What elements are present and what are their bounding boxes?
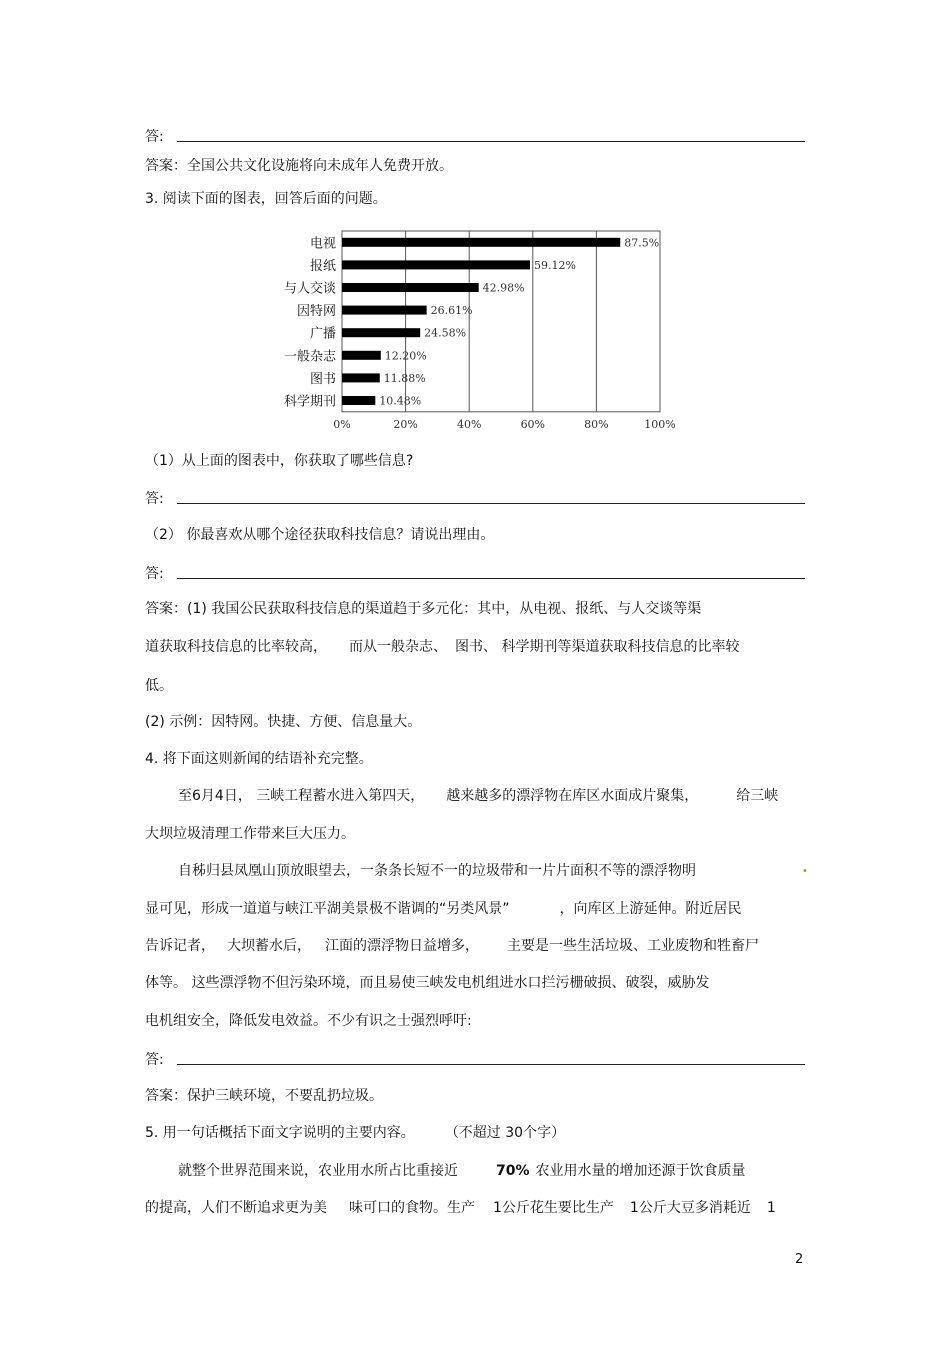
q4-para2-line3-part3: 江面的漂浮物日益增多，	[325, 938, 479, 954]
category-label: 与人交谈	[283, 281, 336, 297]
bar	[342, 260, 530, 269]
bar	[342, 396, 375, 405]
answer-3-line1: 答案：(1) 我国公民获取科技信息的渠道趋于多元化：其中，从电视、报纸、与人交谈等渠	[145, 601, 702, 617]
q4-para2-line3-part4: 主要是一些生活垃圾、工业废物和牲畜尸	[507, 938, 759, 954]
data-label: 10.48%	[379, 394, 422, 408]
question-3-sub2: （2） 你最喜欢从哪个途径获取科技信息？请说出理由。	[145, 527, 495, 543]
answer-row-q4	[145, 1049, 805, 1069]
answer-underline	[177, 1064, 805, 1065]
question-5-heading-text: 5. 用一句话概括下面文字说明的主要内容。	[145, 1125, 415, 1141]
data-label: 26.61%	[430, 304, 473, 318]
x-tick-label: 20%	[393, 417, 418, 431]
data-label: 59.12%	[534, 258, 576, 272]
data-label: 11.88%	[383, 371, 426, 385]
q4-para1-line2: 大坝垃圾清理工作带来巨大压力。	[145, 826, 355, 842]
x-tick-label: 60%	[520, 417, 546, 431]
answer-3-line3: 低。	[145, 678, 173, 694]
question-3-sub1: （1）从上面的图表中，你获取了哪些信息?	[145, 453, 414, 469]
q4-para1-line1	[178, 787, 778, 805]
q4-para2-line3-part1: 告诉记者，	[145, 938, 215, 954]
answer-3-line2-part2: 而从一般杂志、	[349, 639, 447, 655]
q4-para2-line2-part2: ，向库区上游延伸。附近居民	[559, 901, 742, 917]
q5-para-line2	[145, 1199, 776, 1217]
x-tick-label: 100%	[644, 417, 676, 431]
q5-para-line2-part5: 1	[766, 1200, 776, 1216]
q4-para2-line2-part1: 显可见，形成一道道与峡江平湖美景极不谐调的“另类风景”	[145, 901, 510, 917]
bar-chart	[270, 225, 690, 435]
answer-label: 答:	[145, 566, 164, 582]
answer-q2: 答案：全国公共文化设施将向未成年人免费开放。	[145, 158, 453, 174]
category-label: 科学期刊	[283, 394, 336, 410]
x-tick-label: 0%	[333, 417, 351, 431]
question-3-heading: 3. 阅读下面的图表，回答后面的问题。	[145, 191, 387, 207]
bar	[342, 328, 420, 337]
data-label: 42.98%	[482, 281, 525, 295]
answer-3-line2-part1: 道获取科技信息的比率较高，	[145, 639, 327, 655]
answer-q4: 答案：保护三峡环境，不要乱扔垃圾。	[145, 1088, 383, 1104]
answer-3-line4: (2) 示例：因特网。快捷、方便、信息量大。	[145, 714, 422, 730]
bar	[342, 306, 427, 315]
answer-label: 答:	[145, 1052, 164, 1068]
answer-row-3-1	[145, 488, 805, 508]
answer-underline	[177, 578, 805, 579]
q4-para2-line3	[145, 937, 759, 955]
x-tick-label: 40%	[456, 417, 482, 431]
answer-underline	[177, 141, 805, 142]
q5-para-line1	[178, 1162, 746, 1180]
question-5-limit: （不超过 30个字）	[444, 1125, 566, 1141]
answer-label: 答:	[145, 129, 164, 145]
answer-underline	[177, 503, 805, 504]
data-label: 24.58%	[424, 326, 467, 340]
q5-para-line2-part4: 1公斤大豆多消耗近	[629, 1200, 751, 1216]
category-label: 电视	[309, 236, 336, 252]
bar	[342, 283, 479, 292]
q4-para2-line3-part2: 大坝蓄水后，	[227, 938, 311, 954]
category-label: 广播	[309, 326, 336, 342]
category-label: 一般杂志	[283, 349, 336, 365]
category-label: 图书	[309, 371, 336, 387]
answer-row-3-2	[145, 563, 805, 583]
q4-para1-part1: 至6月4日， 三峡工程蓄水进入第四天，	[178, 788, 425, 804]
q5-para-line2-part2: 味可口的食物。生产	[349, 1200, 475, 1216]
question-4-heading: 4. 将下面这则新闻的结语补充完整。	[145, 751, 373, 767]
q4-para2-line1: 自秭归县凤凰山顶放眼望去，一条条长短不一的垃圾带和一片片面积不等的漂浮物明	[178, 863, 696, 879]
q5-para-line1-part2: 70%	[496, 1163, 530, 1179]
q5-para-line1-part3: 农业用水量的增加还源于饮食质量	[535, 1163, 746, 1179]
q5-para-line1-part1: 就整个世界范围来说，农业用水所占比重接近	[178, 1163, 458, 1179]
q4-para1-part3: 给三峡	[736, 788, 779, 804]
q4-para2-line5: 电机组安全，降低发电效益。不少有识之士强烈呼吁:	[145, 1013, 472, 1029]
answer-3-line2-part3: 图书、 科学期刊等渠道获取科技信息的比率较	[455, 639, 740, 655]
q5-para-line2-part3: 1公斤花生要比生产	[493, 1200, 614, 1216]
page-number: 2	[795, 1252, 804, 1267]
bar	[342, 351, 381, 360]
answer-3-line2	[145, 638, 739, 656]
bar	[342, 373, 380, 382]
answer-row-q2	[145, 126, 805, 146]
answer-label: 答:	[145, 491, 164, 507]
data-label: 87.5%	[624, 236, 660, 250]
q5-para-line2-part1: 的提高，人们不断追求更为美	[145, 1200, 327, 1216]
category-label: 报纸	[309, 258, 336, 274]
question-5-heading	[145, 1124, 565, 1142]
x-tick-label: 80%	[584, 417, 609, 431]
q4-para2-line2	[145, 900, 742, 918]
bar	[342, 238, 620, 247]
q4-para1-part2: 越来越多的漂浮物在库区水面成片聚集，	[446, 788, 699, 804]
category-label: 因特网	[296, 304, 336, 320]
data-label: 12.20%	[384, 349, 427, 363]
stray-mark: •	[802, 866, 808, 877]
q4-para2-line4: 体等。 这些漂浮物不但污染环境，而且易使三峡发电机组进水口拦污栅破损、破裂，威胁发	[145, 975, 710, 991]
